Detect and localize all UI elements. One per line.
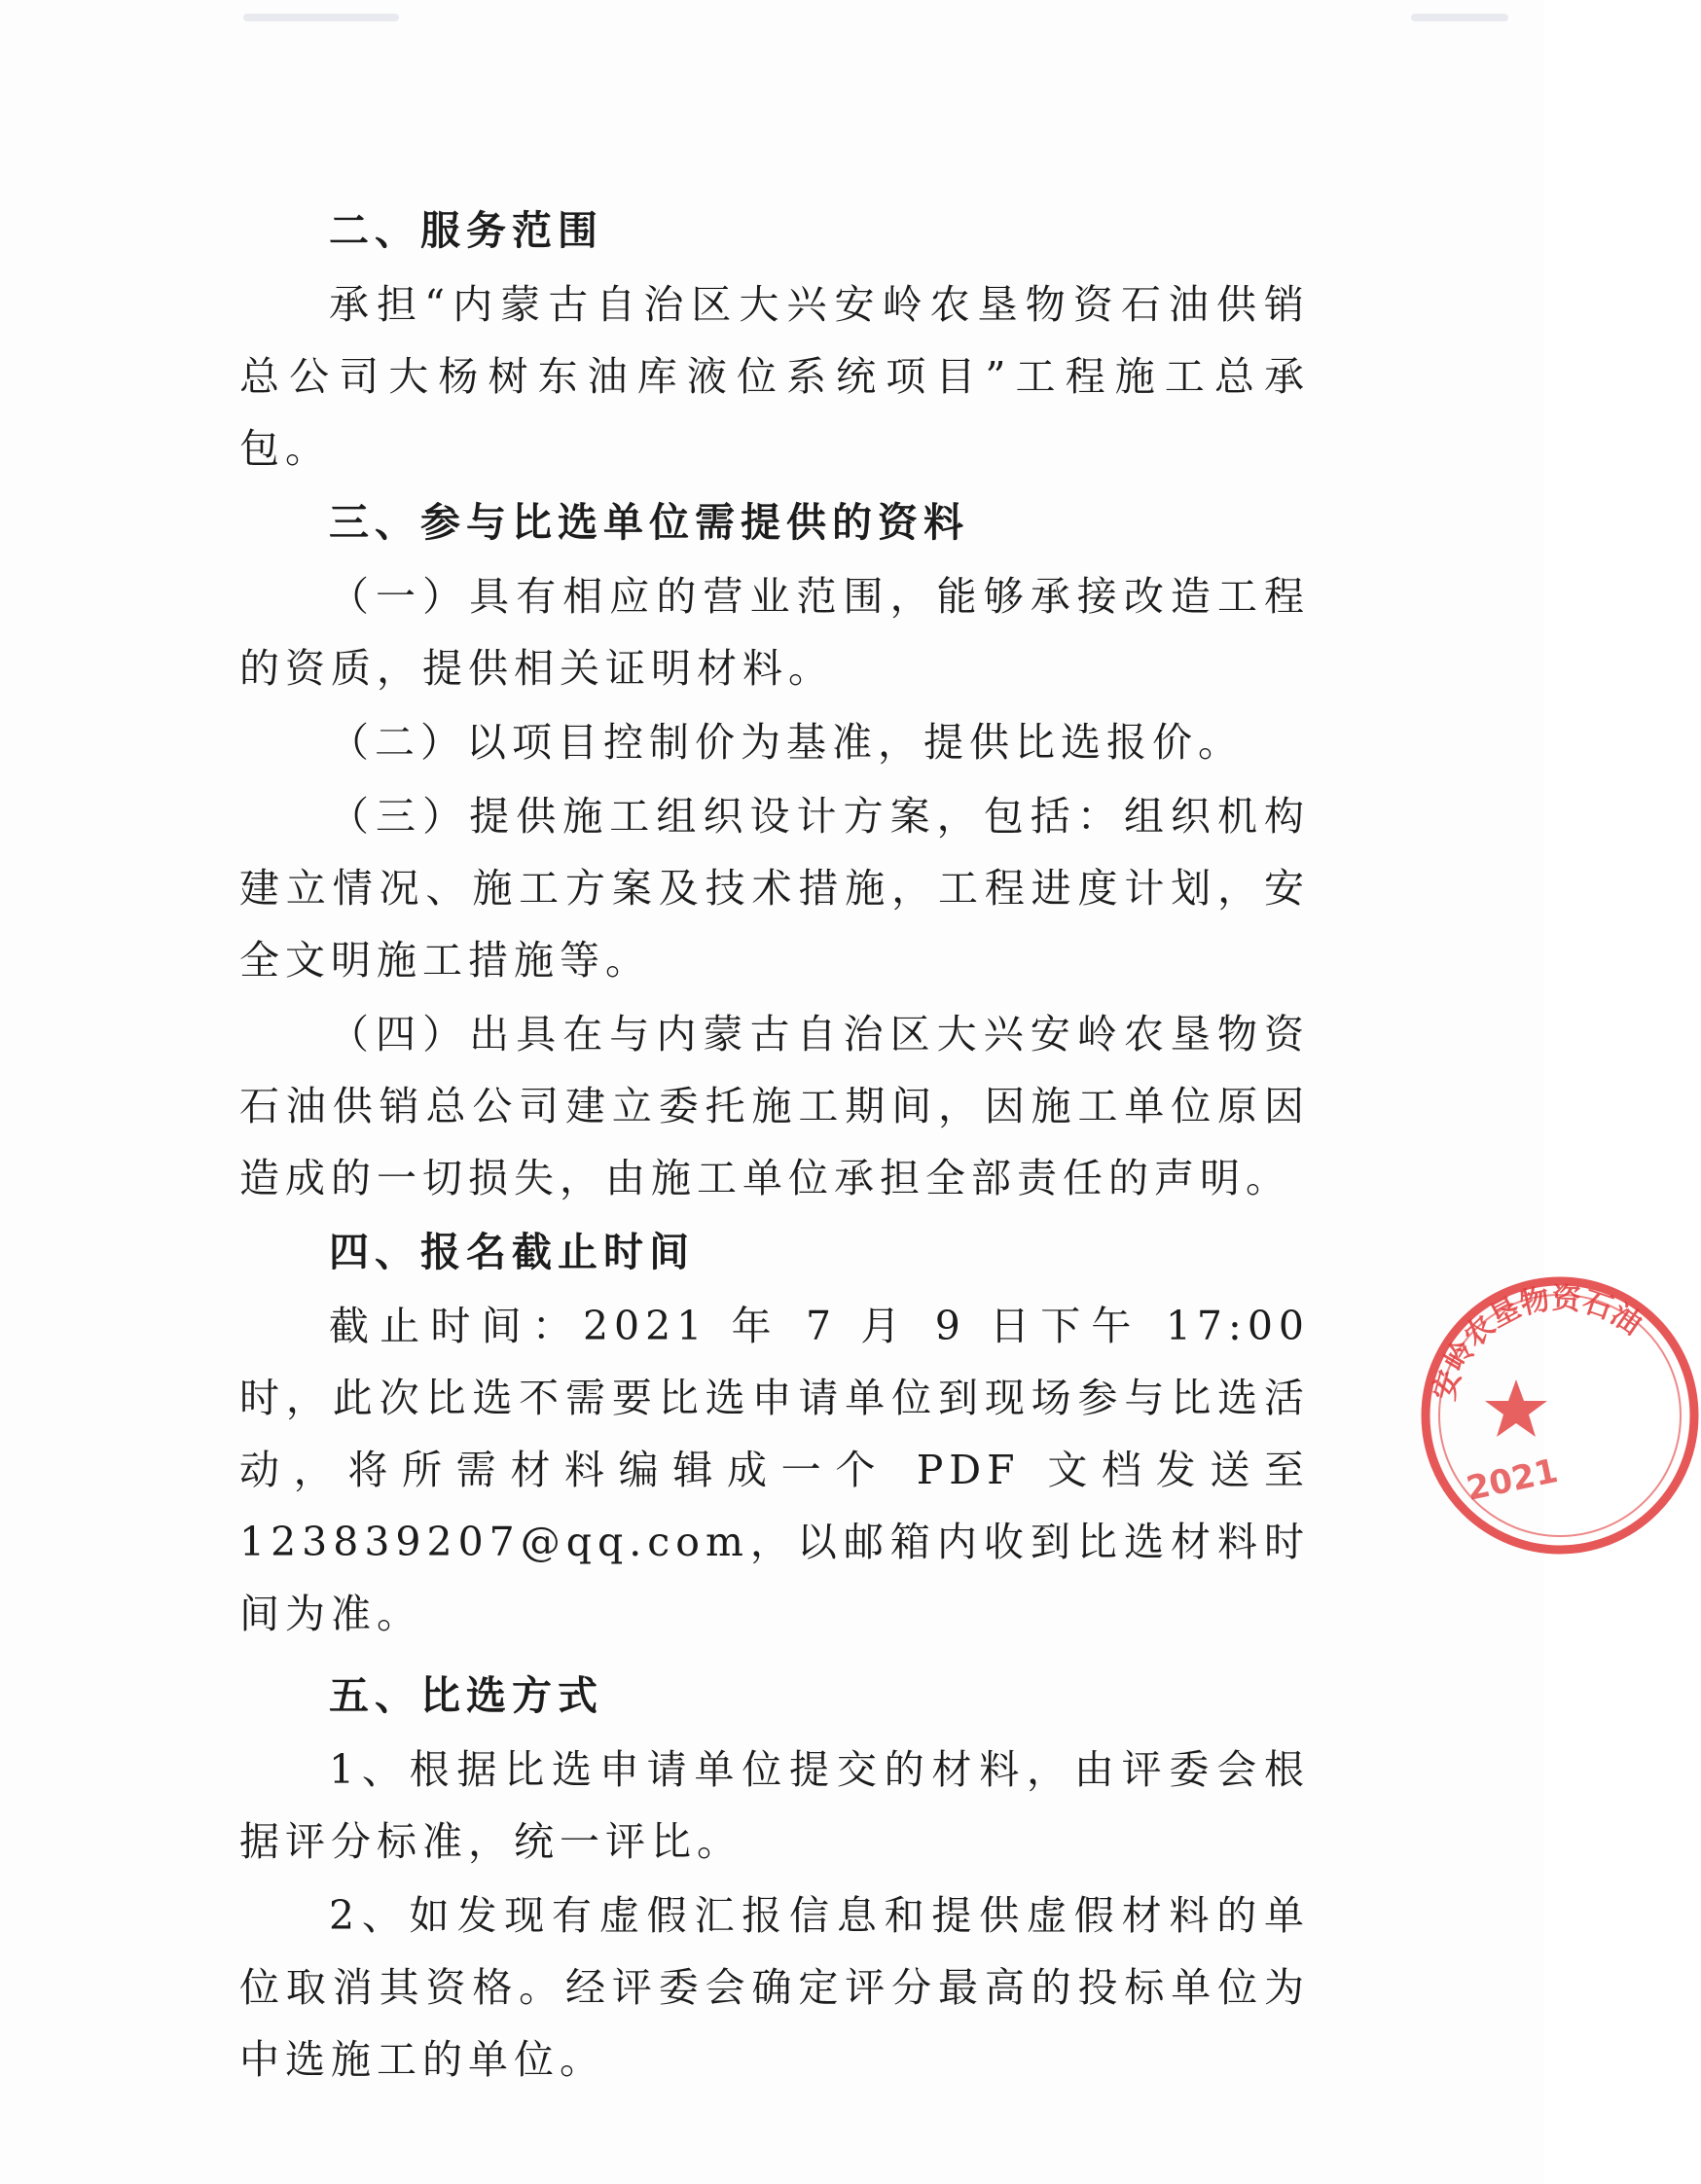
section-heading-scope: 二、服务范围 [329,207,603,254]
paragraph-scope: 承担“内蒙古自治区大兴安岭农垦物资石油供销总公司大杨树东油库液位系统项目”工程施工总承包。 [239,281,1310,472]
seal-date: 2021 [1463,1451,1562,1509]
seal-text: 安岭农垦物资石油 [1427,1281,1647,1405]
paragraph-method-1: 1、根据比选申请单位提交的材料，由评委会根据评分标准，统一评比。 [239,1746,1310,1865]
paragraph-materials-2: （二）以项目控制价为基准，提供比选报价。 [329,719,1244,766]
section-heading-deadline: 四、报名截止时间 [329,1229,695,1275]
scan-artifact [243,14,399,21]
scan-artifact [1411,14,1508,21]
paragraph-materials-3: （三）提供施工组织设计方案，包括：组织机构建立情况、施工方案及技术措施，工程进度计划，安全文明施工措施等。 [239,793,1310,984]
document-body [239,195,1310,2095]
section-heading-materials: 三、参与比选单位需提供的资料 [329,499,969,546]
seal-stamp-graphic [1409,1255,1701,1586]
paragraph-deadline: 截止时间：2021 年 7 月 9 日下午 17:00 时，此次比选不需要比选申请单位到现场参与比选活动，将所需材料编辑成一个 PDF 文档发送至 123839207@qq.com，以邮箱内收到比选材料时间为准。 [239,1303,1310,1637]
section-heading-method: 五、比选方式 [329,1672,603,1719]
paragraph-method-2: 2、如发现有虚假汇报信息和提供虚假材料的单位取消其资格。经评委会确定评分最高的投标单位为中选施工的单位。 [239,1892,1310,2083]
seal-star-icon [1485,1379,1547,1437]
paragraph-materials-4: （四）出具在与内蒙古自治区大兴安岭农垦物资石油供销总公司建立委托施工期间，因施工单位原因造成的一切损失，由施工单位承担全部责任的声明。 [239,1011,1310,1201]
company-seal [1409,1255,1647,1586]
paragraph-materials-1: （一）具有相应的营业范围，能够承接改造工程的资质，提供相关证明材料。 [239,573,1310,692]
